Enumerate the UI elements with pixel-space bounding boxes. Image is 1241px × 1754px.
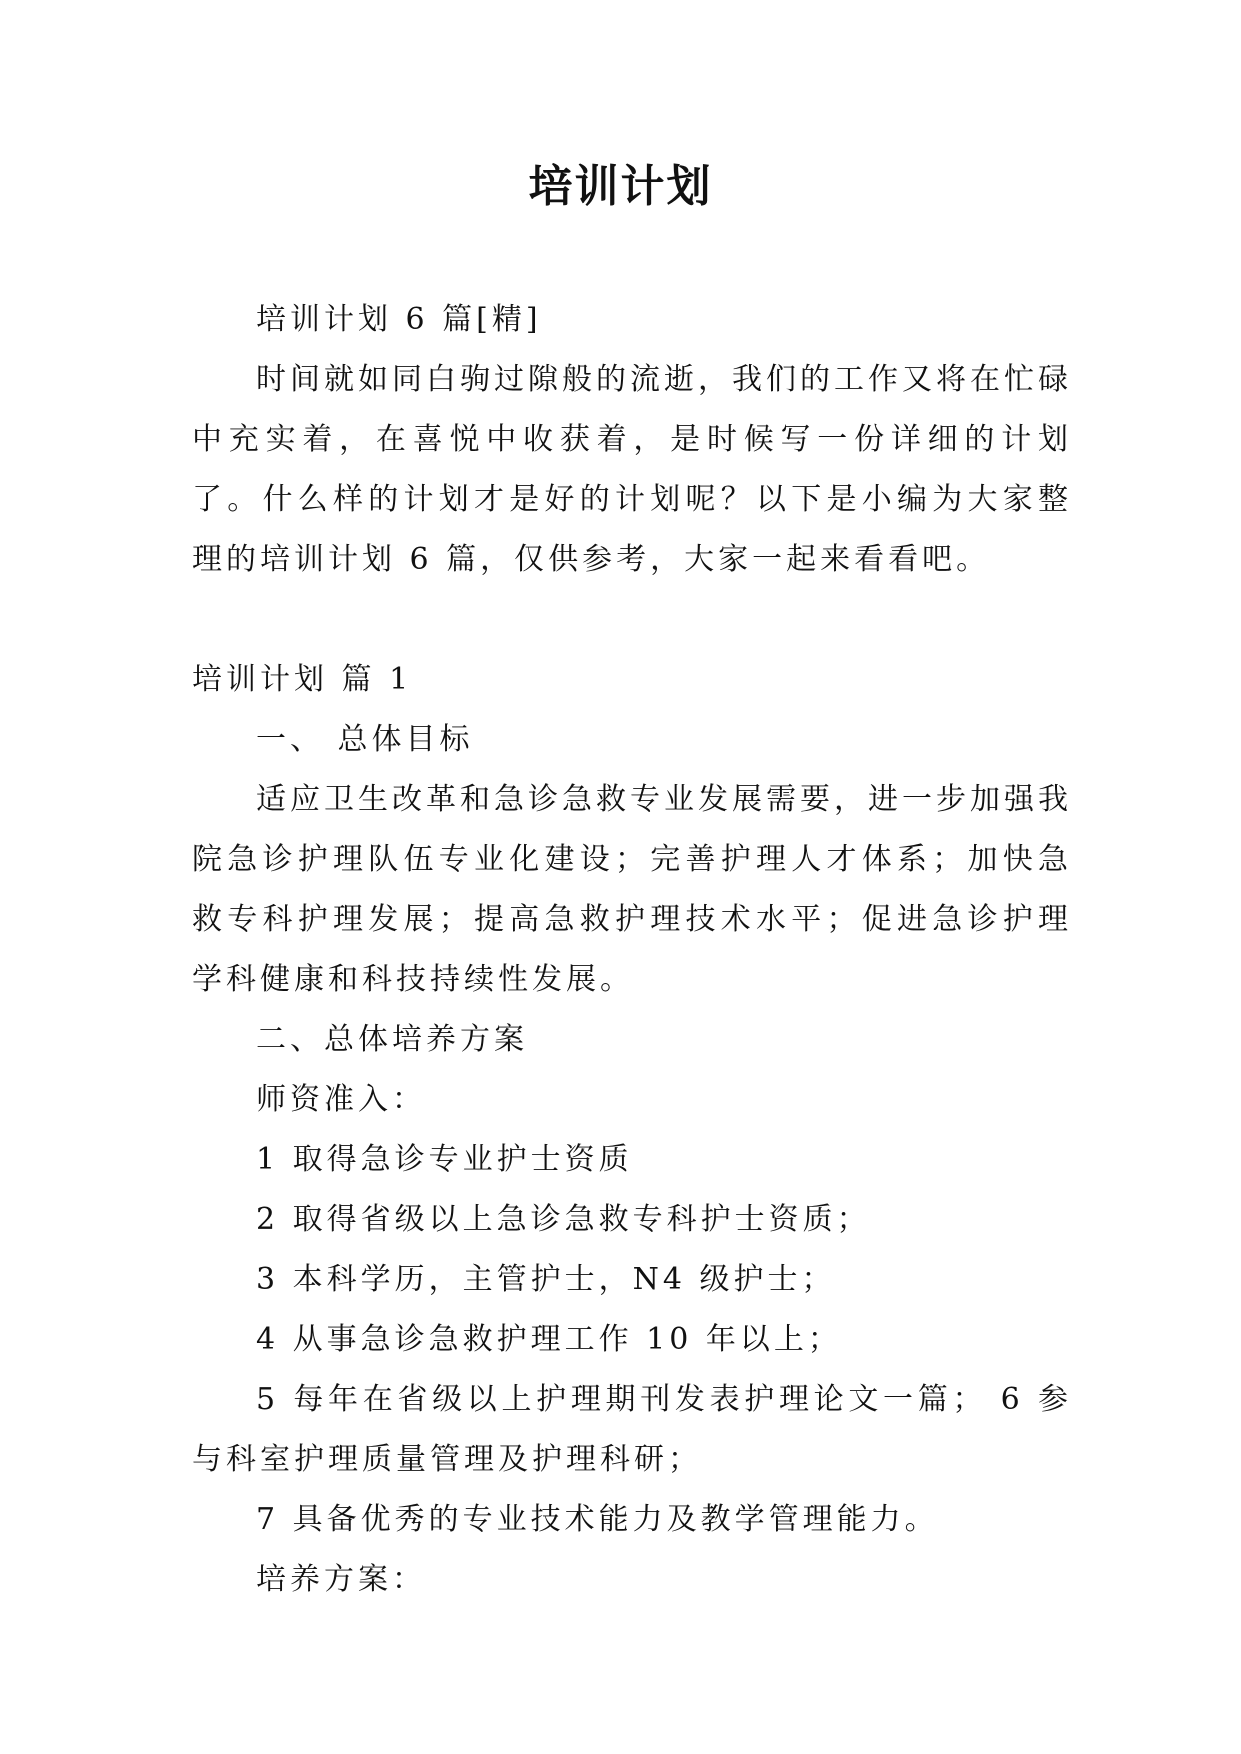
list-item: 4 从事急诊急救护理工作 10 年以上； bbox=[256, 1322, 842, 1357]
list-item: 7 具备优秀的专业技术能力及教学管理能力。 bbox=[256, 1502, 939, 1537]
document-title: 培训计划 bbox=[528, 161, 713, 212]
list-item: 1 取得急诊专业护士资质 bbox=[256, 1142, 633, 1177]
heading-training-scheme: 二、总体培养方案 bbox=[256, 1022, 528, 1057]
document-body bbox=[192, 290, 1072, 1610]
intro-paragraph: 时间就如同白驹过隙般的流逝，我们的工作又将在忙碌中充实着，在喜悦中收获着，是时候写一份详细的计划了。什么样的计划才是好的计划呢？以下是小编为大家整理的培训计划 6 篇，仅供参考，大家一起来看看吧。 bbox=[192, 362, 1072, 577]
section-heading: 培训计划 篇 1 bbox=[192, 662, 413, 697]
paragraph-overall-goal: 适应卫生改革和急诊急救专业发展需要，进一步加强我院急诊护理队伍专业化建设；完善护理人才体系；加快急救专科护理发展；提高急救护理技术水平；促进急诊护理学科健康和科技持续性发展。 bbox=[192, 782, 1072, 997]
list-item: 2 取得省级以上急诊急救专科护士资质； bbox=[256, 1202, 871, 1237]
faculty-admission-label: 师资准入： bbox=[256, 1082, 426, 1117]
training-plan-label: 培养方案： bbox=[256, 1562, 426, 1597]
list-item: 5 每年在省级以上护理期刊发表护理论文一篇； 6 参与科室护理质量管理及护理科研； bbox=[192, 1382, 1072, 1477]
spacer bbox=[192, 590, 1072, 650]
intro-heading: 培训计划 6 篇[精] bbox=[256, 302, 542, 337]
list-item: 3 本科学历，主管护士，N4 级护士； bbox=[256, 1262, 836, 1297]
heading-overall-goal: 一、 总体目标 bbox=[256, 722, 474, 757]
